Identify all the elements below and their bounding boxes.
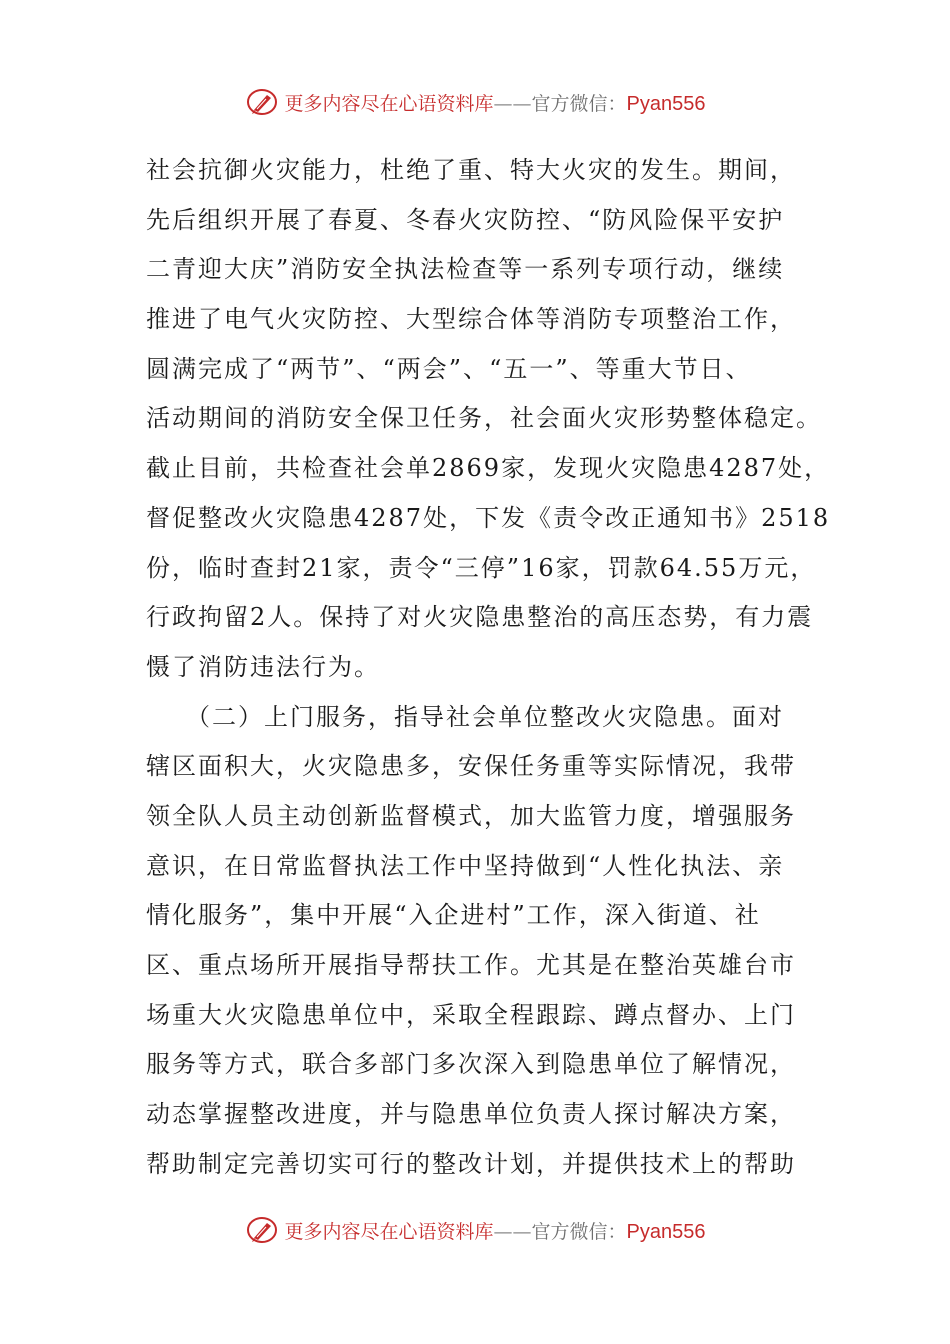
footer-watermark-banner bbox=[0, 1210, 950, 1250]
body-line: 服务等方式，联合多部门多次深入到隐患单位了解情况， bbox=[146, 1050, 796, 1079]
pen-nib-logo-icon bbox=[245, 1215, 279, 1245]
banner-wechat-label: 官方微信： bbox=[531, 92, 627, 115]
body-line: 行政拘留2人。保持了对火灾隐患整治的高压态势，有力震 bbox=[146, 603, 814, 632]
banner-site-name: 更多内容尽在心语资料库 bbox=[284, 1220, 494, 1243]
pen-nib-logo-icon bbox=[245, 87, 279, 117]
document-body bbox=[146, 146, 831, 1189]
banner-wechat-id: Pyan556 bbox=[626, 1220, 706, 1243]
body-line: 推进了电气火灾防控、大型综合体等消防专项整治工作， bbox=[146, 305, 796, 334]
body-line: 活动期间的消防安全保卫任务，社会面火灾形势整体稳定。 bbox=[146, 404, 822, 433]
section-heading-line: （二）上门服务，指导社会单位整改火灾隐患。面对 bbox=[146, 702, 784, 731]
body-line: 领全队人员主动创新监督模式，加大监管力度，增强服务 bbox=[146, 801, 796, 830]
banner-wechat-id: Pyan556 bbox=[626, 92, 706, 115]
body-line: 区、重点场所开展指导帮扶工作。尤其是在整治英雄台市 bbox=[146, 951, 796, 979]
banner-site-name: 更多内容尽在心语资料库 bbox=[284, 92, 494, 115]
body-line: 情化服务”，集中开展“入企进村”工作，深入街道、社 bbox=[146, 901, 761, 930]
body-line: 截止目前，共检查社会单2869家，发现火灾隐患4287处， bbox=[146, 454, 831, 483]
banner-wechat-label: 官方微信： bbox=[531, 1220, 627, 1243]
body-line: 份，临时查封21家，责令“三停”16家，罚款64.55万元， bbox=[146, 553, 817, 582]
body-line: 辖区面积大，火灾隐患多，安保任务重等实际情况，我带 bbox=[146, 752, 796, 781]
banner-dash: —— bbox=[493, 92, 532, 115]
body-line: 二青迎大庆”消防安全执法检查等一系列专项行动，继续 bbox=[146, 255, 785, 284]
body-line: 意识，在日常监督执法工作中坚持做到“人性化执法、亲 bbox=[146, 851, 785, 880]
body-line: 督促整改火灾隐患4287处，下发《责令改正通知书》2518 bbox=[146, 503, 831, 532]
body-line: 圆满完成了“两节”、“两会”、“五一”、等重大节日、 bbox=[146, 354, 752, 383]
body-line: 动态掌握整改进度，并与隐患单位负责人探讨解决方案， bbox=[146, 1100, 796, 1129]
footer-banner-text bbox=[285, 1217, 706, 1244]
body-line: 帮助制定完善切实可行的整改计划，并提供技术上的帮助 bbox=[146, 1149, 796, 1178]
header-watermark-banner bbox=[0, 82, 950, 122]
body-line: 先后组织开展了春夏、冬春火灾防控、“防风险保平安护 bbox=[146, 205, 785, 234]
banner-dash: —— bbox=[493, 1220, 532, 1243]
body-line: 慑了消防违法行为。 bbox=[146, 652, 380, 681]
body-line: 场重大火灾隐患单位中，采取全程跟踪、蹲点督办、上门 bbox=[146, 1000, 796, 1029]
body-line: 社会抗御火灾能力，杜绝了重、特大火灾的发生。期间， bbox=[146, 156, 796, 184]
header-banner-text bbox=[285, 89, 706, 116]
